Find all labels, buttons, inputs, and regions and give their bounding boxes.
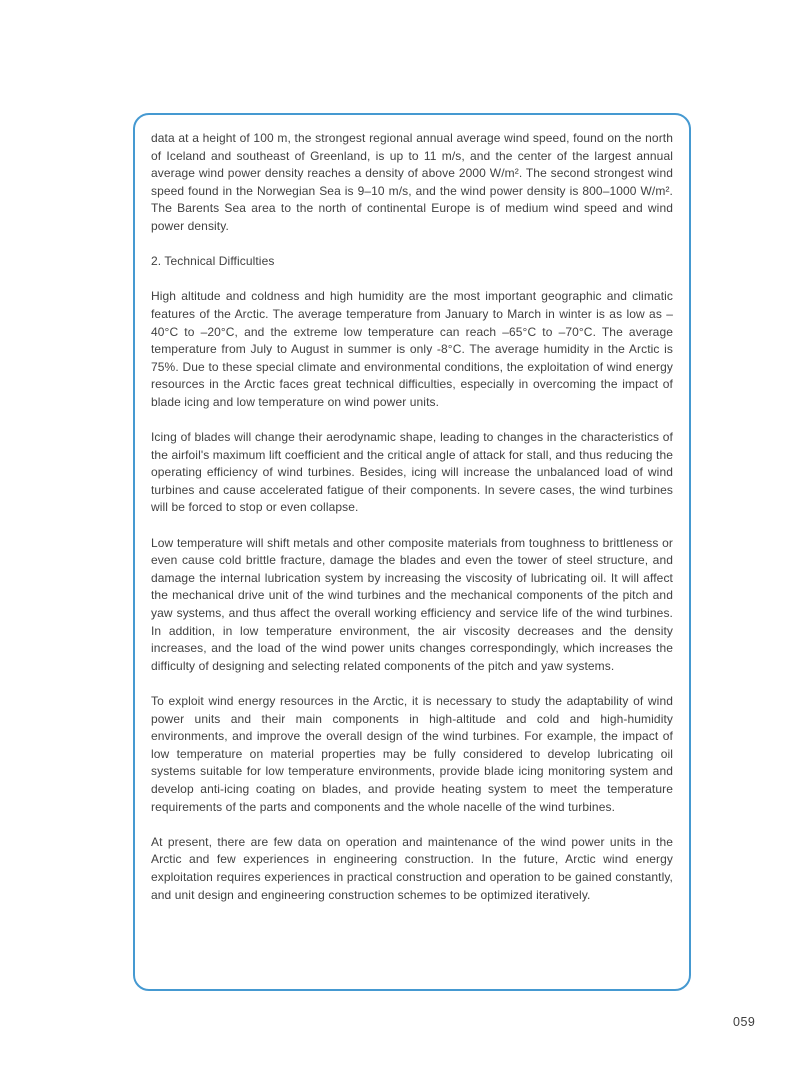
paragraph-blade-icing: Icing of blades will change their aerodynamic shape, leading to changes in the characteristics of the airfoil's maximum lift coefficient and the critical angle of attack for stall, and thus reducing the operating efficiency of wind turbines. Besides, icing will increase the unbalanced load of wind turbines and cause accelerated fatigue of their components. In severe cases, the wind turbines will be forced to stop or even collapse. [151,430,673,515]
section-heading-technical-difficulties: 2. Technical Difficulties [151,254,275,269]
paragraph-adaptability-study: To exploit wind energy resources in the Arctic, it is necessary to study the adaptability of wind power units and their main components in high-altitude and cold and high-humidity environments, and improve the overall design of the wind turbines. For example, the impact of low temperature on material properties may be fully considered to develop lubricating oil systems suitable for low temperature environments, provide blade icing monitoring system and develop anti-icing coating on blades, and provide heating system to meet the temperature requirements of the parts and components and the whole nacelle of the wind turbines. [151,694,673,814]
paragraph-climate-features: High altitude and coldness and high humidity are the most important geographic and climatic features of the Arctic. The average temperature from January to March in winter is as low as –40°C to –20°C, and the extreme low temperature can reach –65°C to –70°C. The average temperature from July to August in summer is only -8°C. The average humidity in the Arctic is 75%. Due to these special climate and environmental conditions, the exploitation of wind energy resources in the Arctic faces great technical difficulties, especially in overcoming the impact of blade icing and low temperature on wind power units. [151,289,673,409]
paragraph-wind-speed-data: data at a height of 100 m, the strongest regional annual average wind speed, found on the north of Iceland and southeast of Greenland, is up to 11 m/s, and the center of the largest annual average wind power density reaches a density of above 2000 W/m². The second strongest wind speed found in the Norwegian Sea is 9–10 m/s, and the wind power density is 800–1000 W/m². The Barents Sea area to the north of continental Europe is of medium wind speed and wind power density. [151,131,673,233]
paragraph-low-temperature-effects: Low temperature will shift metals and other composite materials from toughness to brittleness or even cause cold brittle fracture, damage the blades and even the tower of steel structure, and damage the internal lubrication system by increasing the viscosity of lubricating oil. It will affect the mechanical drive unit of the wind turbines and the mechanical components of the pitch and yaw systems, and thus affect the overall working efficiency and service life of the wind turbines. In addition, in low temperature environment, the air viscosity decreases and the density increases, and the load of the wind power units changes correspondingly, which increases the difficulty of designing and selecting related components of the pitch and yaw systems. [151,535,673,673]
content-border-box [133,113,691,991]
page-number: 059 [733,1015,756,1029]
paragraph-operation-maintenance: At present, there are few data on operation and maintenance of the wind power units in the Arctic and few experiences in engineering construction. In the future, Arctic wind energy exploitation requires experiences in practical construction and operation to be gained constantly, and unit design and engineering construction schemes to be optimized iteratively. [151,834,673,902]
